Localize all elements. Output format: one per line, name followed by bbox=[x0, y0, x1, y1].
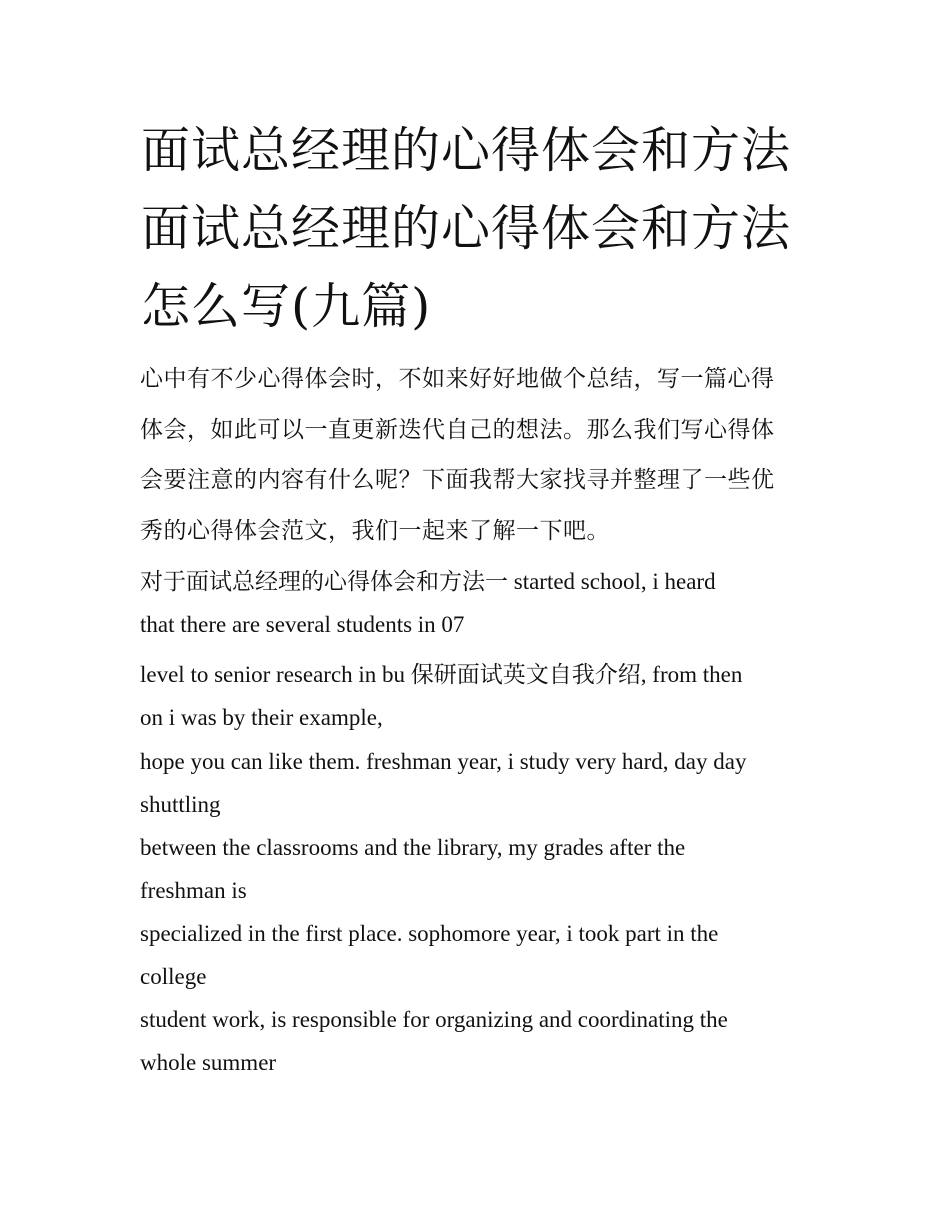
title-line: 面试总经理的心得体会和方法 bbox=[141, 200, 792, 257]
intro-paragraph bbox=[140, 354, 830, 556]
body-paragraph bbox=[140, 826, 830, 912]
paragraph-line: hope you can like them. freshman year, i study very hard, day day bbox=[140, 749, 747, 774]
paragraph-line: whole summer bbox=[140, 1050, 277, 1075]
body-paragraph bbox=[140, 560, 830, 646]
paragraph-line: student work, is responsible for organizing and coordinating the bbox=[140, 1007, 728, 1032]
intro-line: 会要注意的内容有什么呢？下面我帮大家找寻并整理了一些优 bbox=[140, 467, 775, 493]
body-paragraph bbox=[140, 912, 830, 998]
paragraph-line: 对于面试总经理的心得体会和方法一 started school, i heard bbox=[140, 569, 716, 594]
body-paragraph bbox=[140, 998, 830, 1084]
paragraph-line: on i was by their example, bbox=[140, 705, 383, 730]
paragraph-line: shuttling bbox=[140, 792, 221, 817]
body-paragraph bbox=[140, 653, 830, 739]
intro-line: 心中有不少心得体会时，不如来好好地做个总结，写一篇心得 bbox=[140, 366, 775, 392]
paragraph-line: college bbox=[140, 964, 207, 989]
title-line: 怎么写(九篇) bbox=[141, 278, 432, 335]
paragraph-line: freshman is bbox=[140, 878, 247, 903]
title-line: 面试总经理的心得体会和方法 bbox=[141, 122, 792, 179]
paragraph-line: between the classrooms and the library, my grades after the bbox=[140, 835, 686, 860]
paragraph-line: that there are several students in 07 bbox=[140, 612, 465, 637]
intro-line: 秀的心得体会范文，我们一起来了解一下吧。 bbox=[140, 517, 610, 544]
document-title bbox=[141, 112, 821, 346]
intro-line: 体会，如此可以一直更新迭代自己的想法。那么我们写心得体 bbox=[140, 416, 775, 443]
body-paragraph bbox=[140, 740, 830, 826]
paragraph-line: level to senior research in bu 保研面试英文自我介绍, from then bbox=[140, 662, 743, 687]
paragraph-line: specialized in the first place. sophomore year, i took part in the bbox=[140, 921, 719, 946]
